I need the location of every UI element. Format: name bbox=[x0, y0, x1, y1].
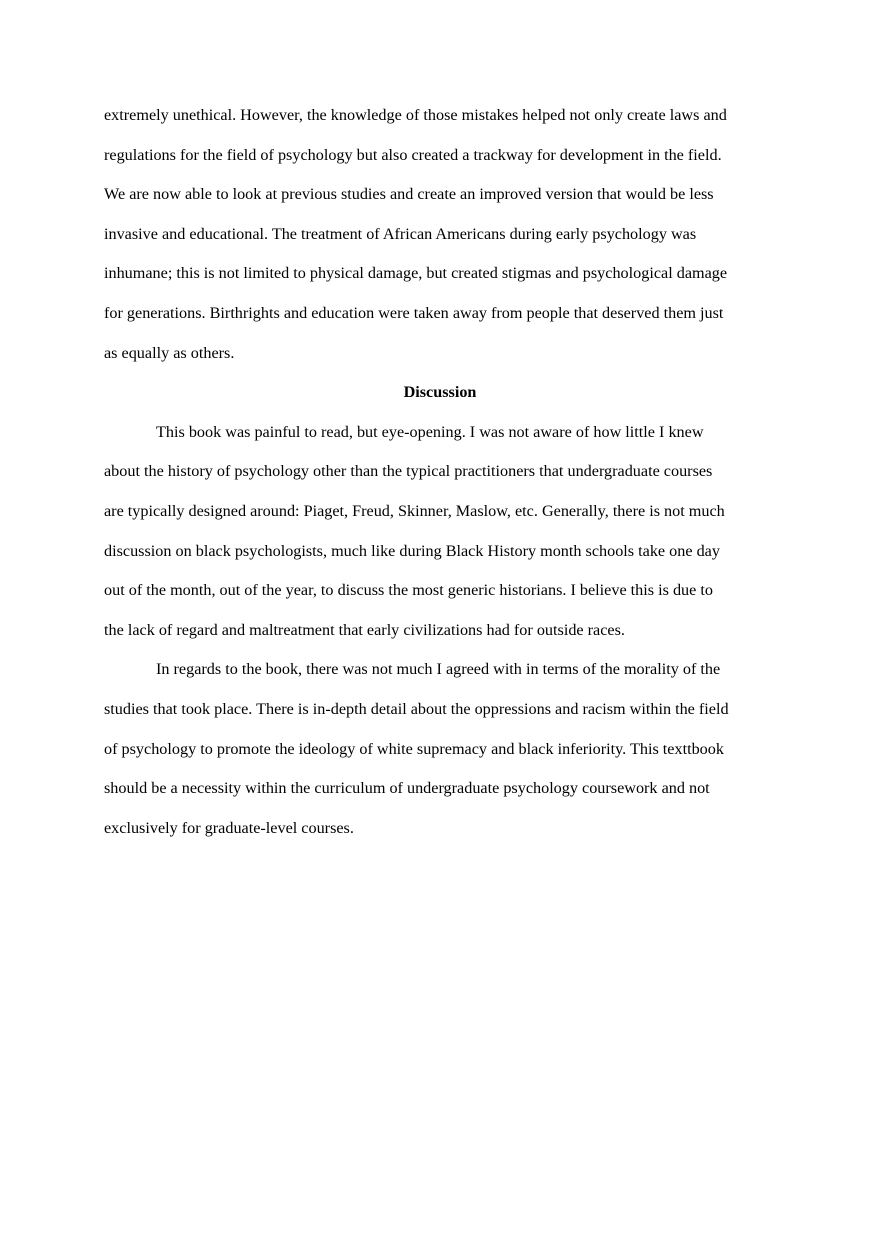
discussion-paragraph-1 bbox=[104, 413, 776, 651]
discussion-1-line-2: about the history of psychology other than the typical practitioners that undergraduate courses bbox=[104, 462, 713, 481]
intro-line-7: as equally as others. bbox=[104, 343, 235, 362]
discussion-2-line-1: In regards to the book, there was not much I agreed with in terms of the morality of the bbox=[156, 660, 721, 679]
intro-line-5: inhumane; this is not limited to physical damage, but created stigmas and psychological damage bbox=[104, 264, 728, 283]
discussion-2-line-5: exclusively for graduate-level courses. bbox=[104, 818, 354, 837]
discussion-1-line-4: discussion on black psychologists, much like during Black History month schools take one day bbox=[104, 541, 720, 560]
document-body bbox=[104, 96, 776, 848]
discussion-2-line-4: should be a necessity within the curriculum of undergraduate psychology coursework and not bbox=[104, 779, 710, 798]
discussion-1-line-5: out of the month, out of the year, to discuss the most generic historians. I believe this is due to bbox=[104, 581, 713, 600]
intro-line-4: invasive and educational. The treatment of African Americans during early psychology was bbox=[104, 224, 697, 243]
discussion-1-line-1: This book was painful to read, but eye-opening. I was not aware of how little I knew bbox=[156, 422, 704, 441]
intro-line-3: We are now able to look at previous studies and create an improved version that would be less bbox=[104, 185, 714, 204]
discussion-1-line-6: the lack of regard and maltreatment that early civilizations had for outside races. bbox=[104, 620, 625, 639]
discussion-1-line-3: are typically designed around: Piaget, Freud, Skinner, Maslow, etc. Generally, there is not much bbox=[104, 501, 725, 520]
discussion-paragraph-2 bbox=[104, 650, 776, 848]
intro-line-6: for generations. Birthrights and education were taken away from people that deserved them just bbox=[104, 303, 724, 322]
discussion-2-line-2: studies that took place. There is in-depth detail about the oppressions and racism within the field bbox=[104, 699, 729, 718]
intro-line-2: regulations for the field of psychology but also created a trackway for development in the field. bbox=[104, 145, 722, 164]
discussion-heading: Discussion bbox=[403, 383, 477, 402]
discussion-2-line-3: of psychology to promote the ideology of white supremacy and black inferiority. This texttbook bbox=[104, 739, 724, 758]
intro-paragraph bbox=[104, 96, 776, 373]
intro-line-1: extremely unethical. However, the knowledge of those mistakes helped not only create laws and bbox=[104, 106, 727, 124]
